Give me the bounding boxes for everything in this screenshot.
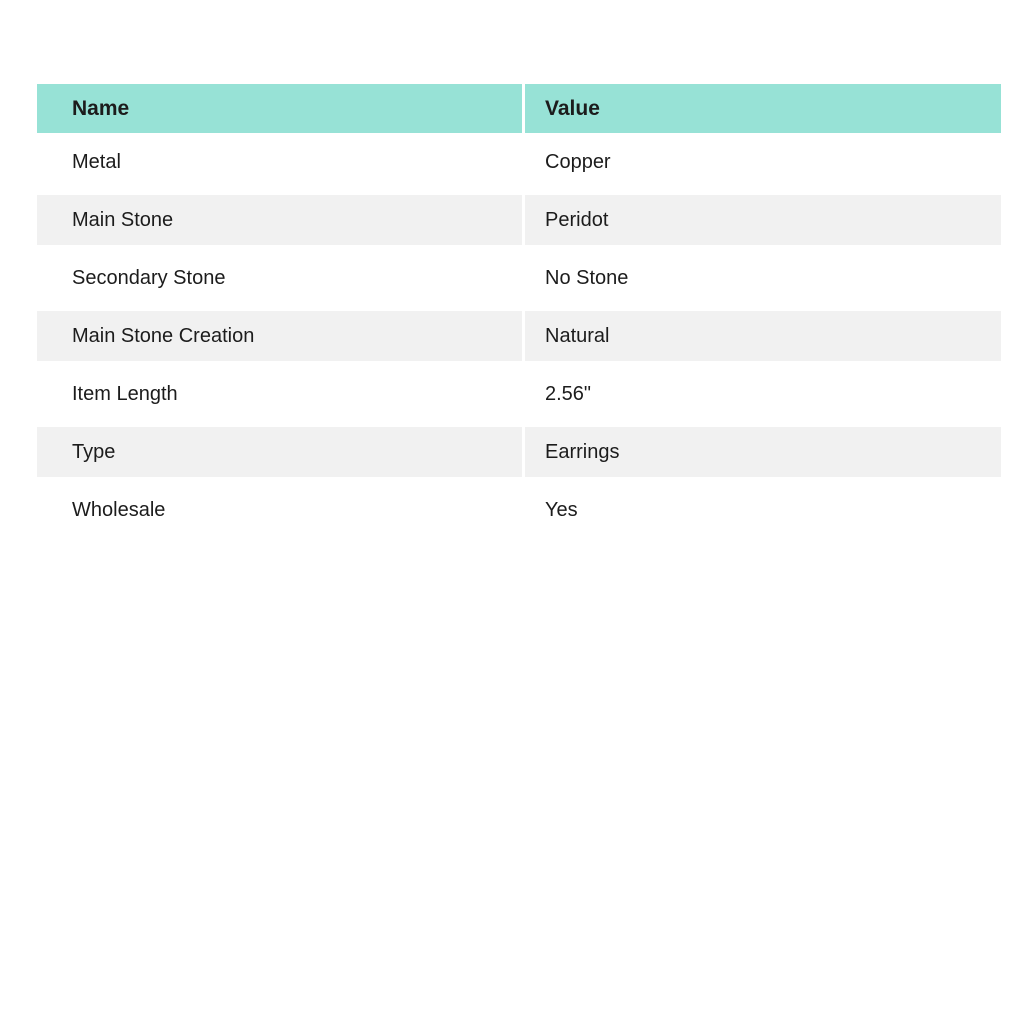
table-header-row xyxy=(37,84,1001,133)
row-value-cell: No Stone xyxy=(545,266,629,289)
row-name-cell: Metal xyxy=(72,150,121,173)
table-row xyxy=(37,481,1001,539)
row-value-cell: Yes xyxy=(545,498,578,521)
row-name-cell: Secondary Stone xyxy=(72,266,226,289)
row-value-cell: Earrings xyxy=(525,427,1001,477)
attributes-table xyxy=(37,84,1001,539)
row-name-cell: Main Stone xyxy=(37,195,522,245)
row-name-cell: Wholesale xyxy=(72,498,166,521)
row-name-cell: Item Length xyxy=(72,382,178,405)
table-row xyxy=(37,191,1001,249)
table-row xyxy=(37,307,1001,365)
header-cell-value: Value xyxy=(525,84,1001,133)
row-name-cell: Type xyxy=(37,427,522,477)
row-value-cell: Natural xyxy=(525,311,1001,361)
row-name-cell: Main Stone Creation xyxy=(37,311,522,361)
table-row xyxy=(37,249,1001,307)
row-value-cell: Peridot xyxy=(525,195,1001,245)
row-value-cell: Copper xyxy=(545,150,611,173)
table-row xyxy=(37,365,1001,423)
header-cell-name: Name xyxy=(37,84,522,133)
table-row xyxy=(37,423,1001,481)
row-value-cell: 2.56" xyxy=(545,382,592,405)
table-row xyxy=(37,133,1001,191)
